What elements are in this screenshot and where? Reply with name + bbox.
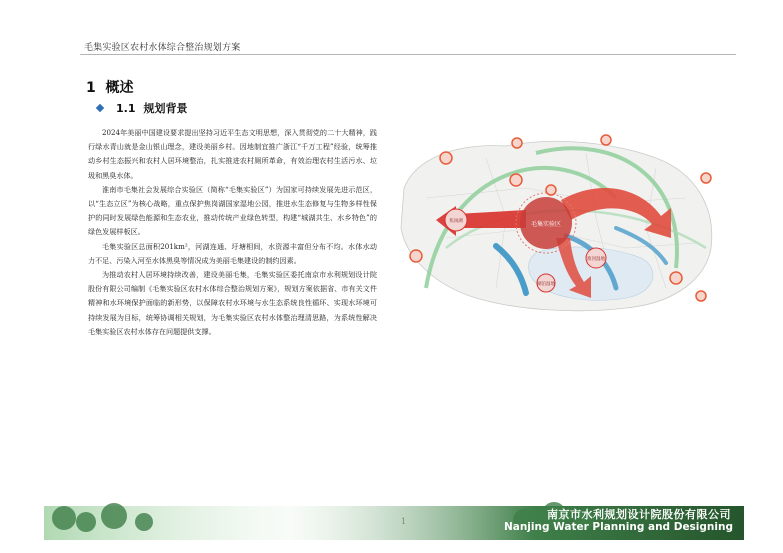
planning-map-figure	[386, 128, 736, 314]
paragraph: 为推动农村人居环境持续改善，建设美丽毛集，毛集实验区委托南京市水利规划设计院股份有限公司编制《毛集实验区农村水体综合整治规划方案》，规划方案依据省、市有关文件精神和水环境保护面临的新形势，以保障农村水环境与水生态系统良性循环、实现水环境可持续发展为目标，统筹协调相关规划，为毛集实验区农村水体整治理清思路，为系统性解决毛集实验区农村水体存在问题提供支撑。	[88, 270, 377, 336]
body-text	[88, 126, 377, 339]
marker	[601, 135, 611, 145]
section-number: 1	[86, 80, 96, 96]
company-name-chinese: 南京市水利规划设计院股份有限公司	[547, 508, 731, 521]
marker	[701, 173, 711, 183]
document-header-title: 毛集实验区农村水体综合整治规划方案	[84, 43, 241, 53]
node-east-label: 淮河湿地	[587, 257, 605, 262]
marker	[510, 174, 522, 186]
marker	[440, 152, 452, 164]
section-title: 概述	[105, 80, 134, 96]
center-label: 毛集实验区	[530, 221, 562, 228]
subsection-title: 规划背景	[143, 102, 188, 115]
marker	[670, 272, 682, 284]
paragraph: 淮南市毛集社会发展综合实验区（简称“毛集实验区”）为国家可持续发展先进示范区，以“生态立区”为核心战略，重点保护焦岗湖国家湿地公园，推进水生态修复与生物多样性保护的同时发展绿色能源和生态农业，推动传统产业绿色转型，构建“城湖共生、水乡特色”的绿色发展样板区。	[88, 184, 377, 237]
marker	[696, 291, 706, 301]
node-west-label: 焦岗湖	[449, 219, 463, 224]
marker	[512, 138, 522, 148]
company-name-english: Nanjing Water Planning and Designing	[503, 521, 733, 533]
node-south-label: 湖泊湿地	[537, 282, 555, 287]
header-divider	[80, 54, 736, 55]
marker	[546, 185, 556, 195]
subsection-number: 1.1	[116, 101, 136, 115]
marker	[410, 250, 422, 262]
diamond-bullet-icon	[96, 104, 104, 112]
section-heading	[86, 77, 134, 97]
paragraph: 2024年美丽中国建设要求提出坚持习近平生态文明思想，深入贯彻党的二十大精神，践行绿水青山就是金山银山理念，建设美丽乡村。因地制宜推广浙江“千万工程”经验，统筹推动乡村生态振兴和农村人居环境整治，扎实推进农村厕所革命，有效治理农村生活污水、垃圾和黑臭水体。	[88, 128, 377, 180]
paragraph: 毛集实验区总面积201km²，河湖连通、圩塘相间，水资源丰富但分布不均。水体水动力不足、污染入河至水体黑臭等情况成为美丽毛集建设的制约因素。	[88, 241, 377, 265]
subsection-heading	[97, 100, 188, 116]
